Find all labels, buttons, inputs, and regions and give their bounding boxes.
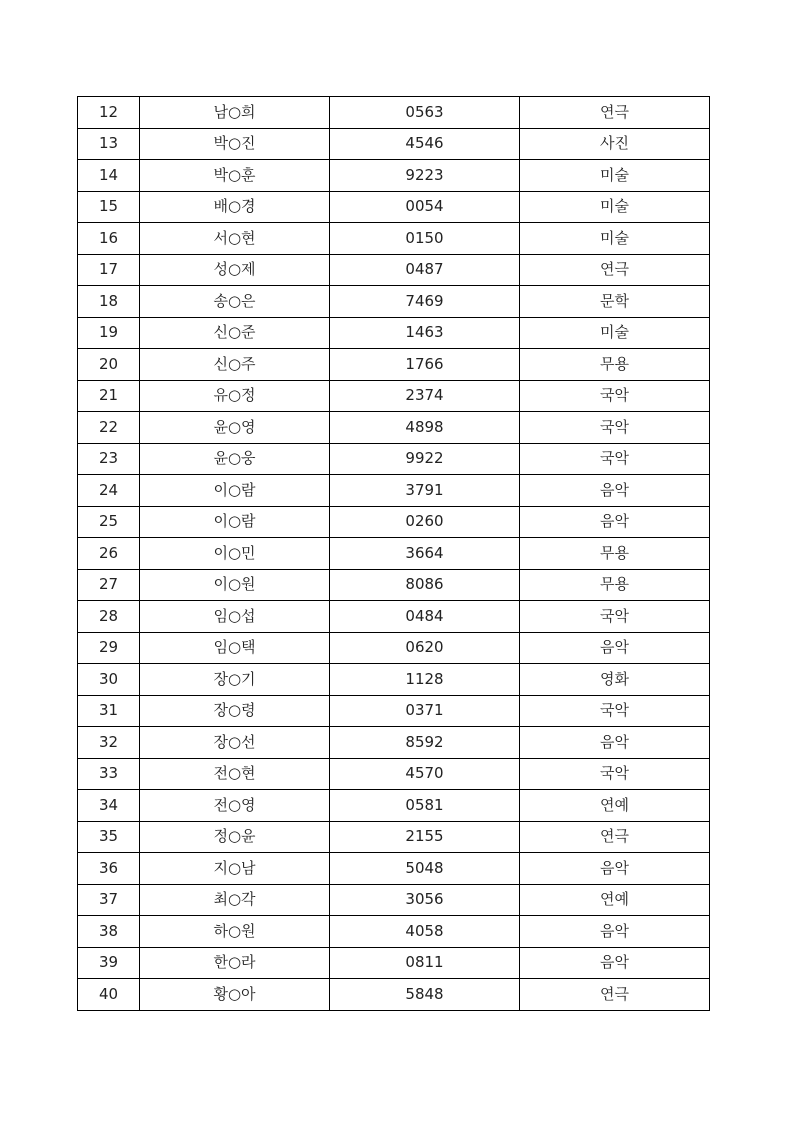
name-cell: 황○아 <box>140 979 330 1011</box>
field-cell: 국악 <box>520 443 710 475</box>
table-row <box>78 664 710 696</box>
field-cell: 무용 <box>520 349 710 381</box>
row-number-cell: 21 <box>78 380 140 412</box>
name-cell: 하○원 <box>140 916 330 948</box>
field-cell: 무용 <box>520 538 710 570</box>
table-row <box>78 349 710 381</box>
code-cell: 3791 <box>330 475 520 507</box>
table-row <box>78 380 710 412</box>
field-cell: 연극 <box>520 97 710 129</box>
row-number-cell: 36 <box>78 853 140 885</box>
code-cell: 0150 <box>330 223 520 255</box>
table-row <box>78 128 710 160</box>
table-row <box>78 223 710 255</box>
table-row <box>78 916 710 948</box>
table-row <box>78 286 710 318</box>
field-cell: 문학 <box>520 286 710 318</box>
field-cell: 무용 <box>520 569 710 601</box>
name-cell: 배○경 <box>140 191 330 223</box>
code-cell: 1766 <box>330 349 520 381</box>
row-number-cell: 37 <box>78 884 140 916</box>
name-cell: 이○람 <box>140 475 330 507</box>
name-cell: 지○남 <box>140 853 330 885</box>
name-cell: 신○준 <box>140 317 330 349</box>
name-cell: 임○택 <box>140 632 330 664</box>
code-cell: 0563 <box>330 97 520 129</box>
name-cell: 신○주 <box>140 349 330 381</box>
row-number-cell: 38 <box>78 916 140 948</box>
row-number-cell: 39 <box>78 947 140 979</box>
name-cell: 성○제 <box>140 254 330 286</box>
field-cell: 국악 <box>520 601 710 633</box>
row-number-cell: 17 <box>78 254 140 286</box>
code-cell: 1128 <box>330 664 520 696</box>
field-cell: 미술 <box>520 317 710 349</box>
table-row <box>78 97 710 129</box>
row-number-cell: 16 <box>78 223 140 255</box>
table-row <box>78 475 710 507</box>
field-cell: 영화 <box>520 664 710 696</box>
name-cell: 이○민 <box>140 538 330 570</box>
row-number-cell: 23 <box>78 443 140 475</box>
row-number-cell: 30 <box>78 664 140 696</box>
name-cell: 한○라 <box>140 947 330 979</box>
code-cell: 5848 <box>330 979 520 1011</box>
code-cell: 1463 <box>330 317 520 349</box>
name-cell: 장○령 <box>140 695 330 727</box>
table-row <box>78 727 710 759</box>
code-cell: 8086 <box>330 569 520 601</box>
table-row <box>78 947 710 979</box>
row-number-cell: 29 <box>78 632 140 664</box>
field-cell: 국악 <box>520 695 710 727</box>
row-number-cell: 35 <box>78 821 140 853</box>
table-row <box>78 884 710 916</box>
row-number-cell: 24 <box>78 475 140 507</box>
field-cell: 음악 <box>520 947 710 979</box>
row-number-cell: 19 <box>78 317 140 349</box>
row-number-cell: 31 <box>78 695 140 727</box>
field-cell: 음악 <box>520 727 710 759</box>
code-cell: 9922 <box>330 443 520 475</box>
name-cell: 장○기 <box>140 664 330 696</box>
name-cell: 이○람 <box>140 506 330 538</box>
table-row <box>78 695 710 727</box>
row-number-cell: 28 <box>78 601 140 633</box>
field-cell: 미술 <box>520 160 710 192</box>
code-cell: 0620 <box>330 632 520 664</box>
field-cell: 미술 <box>520 191 710 223</box>
table-row <box>78 601 710 633</box>
code-cell: 2155 <box>330 821 520 853</box>
field-cell: 국악 <box>520 412 710 444</box>
name-cell: 윤○웅 <box>140 443 330 475</box>
table-row <box>78 758 710 790</box>
code-cell: 8592 <box>330 727 520 759</box>
table-row <box>78 191 710 223</box>
code-cell: 0371 <box>330 695 520 727</box>
row-number-cell: 22 <box>78 412 140 444</box>
table-row <box>78 853 710 885</box>
row-number-cell: 40 <box>78 979 140 1011</box>
code-cell: 0581 <box>330 790 520 822</box>
field-cell: 연극 <box>520 979 710 1011</box>
field-cell: 음악 <box>520 475 710 507</box>
name-cell: 임○섭 <box>140 601 330 633</box>
name-cell: 최○각 <box>140 884 330 916</box>
row-number-cell: 12 <box>78 97 140 129</box>
table-row <box>78 160 710 192</box>
name-cell: 송○은 <box>140 286 330 318</box>
name-cell: 유○정 <box>140 380 330 412</box>
field-cell: 국악 <box>520 758 710 790</box>
name-cell: 이○원 <box>140 569 330 601</box>
name-cell: 남○희 <box>140 97 330 129</box>
roster-table-body <box>78 97 710 1011</box>
row-number-cell: 25 <box>78 506 140 538</box>
field-cell: 미술 <box>520 223 710 255</box>
code-cell: 4058 <box>330 916 520 948</box>
table-row <box>78 254 710 286</box>
field-cell: 음악 <box>520 632 710 664</box>
name-cell: 전○영 <box>140 790 330 822</box>
name-cell: 박○훈 <box>140 160 330 192</box>
table-row <box>78 317 710 349</box>
table-row <box>78 569 710 601</box>
row-number-cell: 13 <box>78 128 140 160</box>
row-number-cell: 14 <box>78 160 140 192</box>
code-cell: 3056 <box>330 884 520 916</box>
row-number-cell: 26 <box>78 538 140 570</box>
field-cell: 연예 <box>520 884 710 916</box>
code-cell: 4570 <box>330 758 520 790</box>
name-cell: 장○선 <box>140 727 330 759</box>
name-cell: 서○현 <box>140 223 330 255</box>
table-row <box>78 821 710 853</box>
code-cell: 0260 <box>330 506 520 538</box>
code-cell: 0811 <box>330 947 520 979</box>
row-number-cell: 27 <box>78 569 140 601</box>
row-number-cell: 20 <box>78 349 140 381</box>
code-cell: 4546 <box>330 128 520 160</box>
row-number-cell: 33 <box>78 758 140 790</box>
field-cell: 사진 <box>520 128 710 160</box>
table-row <box>78 506 710 538</box>
roster-table <box>77 96 710 1011</box>
field-cell: 연극 <box>520 254 710 286</box>
name-cell: 윤○영 <box>140 412 330 444</box>
code-cell: 3664 <box>330 538 520 570</box>
field-cell: 국악 <box>520 380 710 412</box>
row-number-cell: 32 <box>78 727 140 759</box>
field-cell: 연극 <box>520 821 710 853</box>
row-number-cell: 15 <box>78 191 140 223</box>
field-cell: 음악 <box>520 853 710 885</box>
code-cell: 9223 <box>330 160 520 192</box>
name-cell: 박○진 <box>140 128 330 160</box>
name-cell: 정○윤 <box>140 821 330 853</box>
field-cell: 음악 <box>520 916 710 948</box>
code-cell: 0484 <box>330 601 520 633</box>
code-cell: 0054 <box>330 191 520 223</box>
table-row <box>78 790 710 822</box>
field-cell: 연예 <box>520 790 710 822</box>
table-row <box>78 538 710 570</box>
table-row <box>78 632 710 664</box>
code-cell: 7469 <box>330 286 520 318</box>
row-number-cell: 34 <box>78 790 140 822</box>
code-cell: 5048 <box>330 853 520 885</box>
table-row <box>78 412 710 444</box>
table-row <box>78 979 710 1011</box>
code-cell: 0487 <box>330 254 520 286</box>
row-number-cell: 18 <box>78 286 140 318</box>
table-row <box>78 443 710 475</box>
code-cell: 2374 <box>330 380 520 412</box>
name-cell: 전○현 <box>140 758 330 790</box>
field-cell: 음악 <box>520 506 710 538</box>
code-cell: 4898 <box>330 412 520 444</box>
